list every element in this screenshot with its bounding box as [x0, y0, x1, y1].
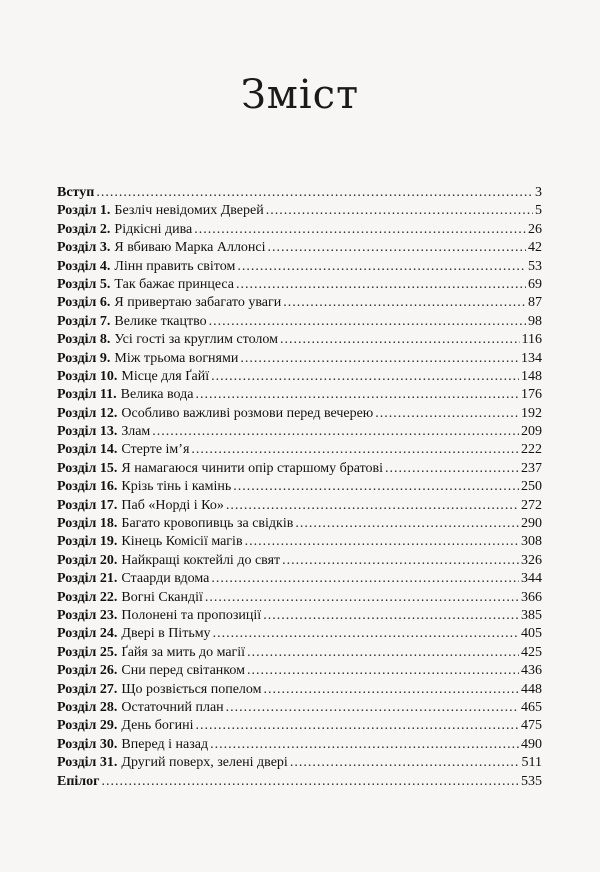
- dot-leader: [102, 773, 519, 791]
- page-number: 250: [521, 479, 542, 495]
- page-number: 405: [521, 626, 542, 642]
- page-number: 475: [521, 718, 542, 734]
- dot-leader: [194, 221, 526, 239]
- chapter-title: Другий поверх, зелені двері: [121, 755, 288, 771]
- chapter-label: Розділ 27.: [57, 681, 118, 697]
- chapter-title: Двері в Пітьму: [121, 626, 211, 642]
- page-number: 308: [521, 534, 542, 550]
- chapter-label: Розділ 11.: [57, 387, 117, 403]
- toc-entry: [57, 258, 542, 276]
- page-number: 326: [521, 552, 542, 568]
- dot-leader: [290, 754, 520, 772]
- dot-leader: [233, 478, 519, 496]
- chapter-title: Я вбиваю Марка Аллонсі: [114, 240, 266, 256]
- dot-leader: [226, 699, 519, 717]
- chapter-label: Розділ 23.: [57, 607, 118, 623]
- chapter-title: Я намагаюся чинити опір старшому братові: [121, 460, 384, 476]
- page-number: 511: [521, 755, 542, 771]
- chapter-title: Ґайя за мить до магії: [121, 644, 246, 660]
- dot-leader: [375, 405, 519, 423]
- toc-entry: [57, 478, 542, 496]
- dot-leader: [263, 607, 519, 625]
- chapter-label: Розділ 25.: [57, 644, 118, 660]
- chapter-label: Розділ 6.: [57, 295, 111, 311]
- chapter-title: Місце для Ґайї: [121, 368, 210, 384]
- chapter-title: Я привертаю забагато уваги: [114, 295, 282, 311]
- page-number: 98: [528, 313, 542, 329]
- chapter-title: Велике ткацтво: [114, 313, 207, 329]
- page-number: 425: [521, 644, 542, 660]
- chapter-label: Розділ 28.: [57, 699, 118, 715]
- page-number: 116: [521, 332, 542, 348]
- chapter-label: Розділ 8.: [57, 332, 111, 348]
- chapter-title: Рідкісні дива: [114, 221, 193, 237]
- toc-entry: [57, 515, 542, 533]
- chapter-label: Розділ 14.: [57, 442, 118, 458]
- chapter-label: Розділ 30.: [57, 736, 118, 752]
- toc-entry: [57, 773, 542, 791]
- toc-entry: [57, 294, 542, 312]
- page-number: 134: [521, 350, 542, 366]
- chapter-title: Крізь тінь і камінь: [121, 479, 232, 495]
- toc-entry: [57, 589, 542, 607]
- chapter-title: Стерте ім’я: [121, 442, 190, 458]
- dot-leader: [211, 570, 519, 588]
- chapter-title: Між трьома вогнями: [114, 350, 239, 366]
- page-number: 237: [521, 460, 542, 476]
- chapter-label: Розділ 3.: [57, 240, 111, 256]
- dot-leader: [280, 331, 520, 349]
- toc-entry: [57, 276, 542, 294]
- toc-entry: [57, 350, 542, 368]
- toc-entry: [57, 497, 542, 515]
- dot-leader: [268, 239, 526, 257]
- chapter-title: Вогні Скандії: [121, 589, 203, 605]
- page-number: 366: [521, 589, 542, 605]
- page-title: Зміст: [240, 72, 360, 118]
- chapter-label: Розділ 26.: [57, 663, 118, 679]
- toc-entry: [57, 313, 542, 331]
- toc-entry: [57, 221, 542, 239]
- dot-leader: [236, 276, 526, 294]
- toc-entry: [57, 184, 542, 202]
- toc-entry: [57, 754, 542, 772]
- page-number: 69: [528, 276, 542, 292]
- chapter-label: Розділ 9.: [57, 350, 111, 366]
- dot-leader: [191, 441, 519, 459]
- toc-entry: [57, 607, 542, 625]
- chapter-title: Що розвіється попелом: [121, 681, 262, 697]
- toc-entry: [57, 736, 542, 754]
- toc-entry: [57, 239, 542, 257]
- dot-leader: [240, 350, 519, 368]
- chapter-label: Вступ: [57, 185, 95, 200]
- toc-entry: [57, 386, 542, 404]
- dot-leader: [237, 258, 526, 276]
- dot-leader: [264, 681, 519, 699]
- chapter-title: Найкращі коктейлі до свят: [121, 552, 281, 568]
- page-number: 42: [528, 240, 542, 256]
- dot-leader: [295, 515, 519, 533]
- page-number: 344: [521, 571, 542, 587]
- page-number: 5: [535, 203, 542, 219]
- chapter-label: Розділ 10.: [57, 368, 118, 384]
- table-of-contents: [57, 184, 542, 791]
- toc-entry: [57, 441, 542, 459]
- page-number: 192: [521, 405, 542, 421]
- chapter-label: Розділ 19.: [57, 534, 118, 550]
- chapter-label: Розділ 13.: [57, 424, 118, 440]
- dot-leader: [226, 497, 519, 515]
- toc-entry: [57, 405, 542, 423]
- chapter-label: Розділ 20.: [57, 552, 118, 568]
- page-number: 465: [521, 699, 542, 715]
- dot-leader: [209, 313, 526, 331]
- chapter-title: Усі гості за круглим столом: [114, 332, 278, 348]
- page-number: 209: [521, 424, 542, 440]
- chapter-label: Розділ 21.: [57, 571, 118, 587]
- dot-leader: [213, 625, 519, 643]
- chapter-label: Розділ 22.: [57, 589, 118, 605]
- toc-entry: [57, 423, 542, 441]
- page-number: 385: [521, 607, 542, 623]
- chapter-title: Паб «Норді і Ко»: [121, 497, 224, 513]
- chapter-title: Остаточний план: [121, 699, 224, 715]
- toc-entry: [57, 625, 542, 643]
- page-number: 490: [521, 736, 542, 752]
- dot-leader: [152, 423, 519, 441]
- page-number: 3: [535, 185, 542, 200]
- dot-leader: [245, 533, 519, 551]
- chapter-title: Особливо важливі розмови перед вечерею: [121, 405, 374, 421]
- toc-entry: [57, 552, 542, 570]
- chapter-title: День богині: [121, 718, 194, 734]
- chapter-label: Розділ 2.: [57, 221, 111, 237]
- chapter-title: Злам: [121, 424, 151, 440]
- chapter-label: Розділ 1.: [57, 203, 111, 219]
- dot-leader: [247, 644, 519, 662]
- chapter-label: Розділ 17.: [57, 497, 118, 513]
- toc-entry: [57, 681, 542, 699]
- chapter-label: Епілог: [57, 773, 100, 789]
- chapter-label: Розділ 4.: [57, 258, 111, 274]
- toc-entry: [57, 533, 542, 551]
- toc-entry: [57, 331, 542, 349]
- chapter-label: Розділ 16.: [57, 479, 118, 495]
- toc-entry: [57, 368, 542, 386]
- chapter-title: Безліч невідомих Дверей: [114, 203, 264, 219]
- chapter-title: Сни перед світанком: [121, 663, 245, 679]
- page-number: 436: [521, 663, 542, 679]
- chapter-title: Кінець Комісії магів: [121, 534, 243, 550]
- page-number: 148: [521, 368, 542, 384]
- dot-leader: [247, 662, 519, 680]
- dot-leader: [283, 294, 526, 312]
- dot-leader: [282, 552, 519, 570]
- page-number: 87: [528, 295, 542, 311]
- dot-leader: [96, 184, 533, 202]
- chapter-label: Розділ 12.: [57, 405, 118, 421]
- dot-leader: [195, 386, 519, 404]
- page-number: 290: [521, 516, 542, 532]
- toc-entry: [57, 717, 542, 735]
- chapter-title: Велика вода: [120, 387, 194, 403]
- toc-entry: [57, 662, 542, 680]
- page-number: 176: [521, 387, 542, 403]
- dot-leader: [205, 589, 519, 607]
- chapter-label: Розділ 5.: [57, 276, 111, 292]
- dot-leader: [266, 202, 533, 220]
- chapter-title: Лінн править світом: [114, 258, 236, 274]
- chapter-title: Так бажає принцеса: [114, 276, 234, 292]
- toc-entry: [57, 699, 542, 717]
- toc-entry: [57, 644, 542, 662]
- toc-entry: [57, 460, 542, 478]
- page-number: 53: [528, 258, 542, 274]
- toc-entry: [57, 202, 542, 220]
- dot-leader: [385, 460, 519, 478]
- chapter-title: Багато кровопивць за свідків: [121, 516, 294, 532]
- chapter-label: Розділ 15.: [57, 460, 118, 476]
- chapter-label: Розділ 24.: [57, 626, 118, 642]
- page-number: 448: [521, 681, 542, 697]
- toc-entry: [57, 570, 542, 588]
- chapter-label: Розділ 18.: [57, 516, 118, 532]
- chapter-label: Розділ 31.: [57, 755, 118, 771]
- dot-leader: [210, 736, 519, 754]
- page-number: 222: [521, 442, 542, 458]
- dot-leader: [211, 368, 519, 386]
- dot-leader: [195, 717, 519, 735]
- chapter-title: Стаарди вдома: [121, 571, 210, 587]
- chapter-title: Вперед і назад: [121, 736, 209, 752]
- page-number: 272: [521, 497, 542, 513]
- page-number: 26: [528, 221, 542, 237]
- chapter-title: Полонені та пропозиції: [121, 607, 262, 623]
- chapter-label: Розділ 7.: [57, 313, 111, 329]
- chapter-label: Розділ 29.: [57, 718, 118, 734]
- page-number: 535: [521, 773, 542, 789]
